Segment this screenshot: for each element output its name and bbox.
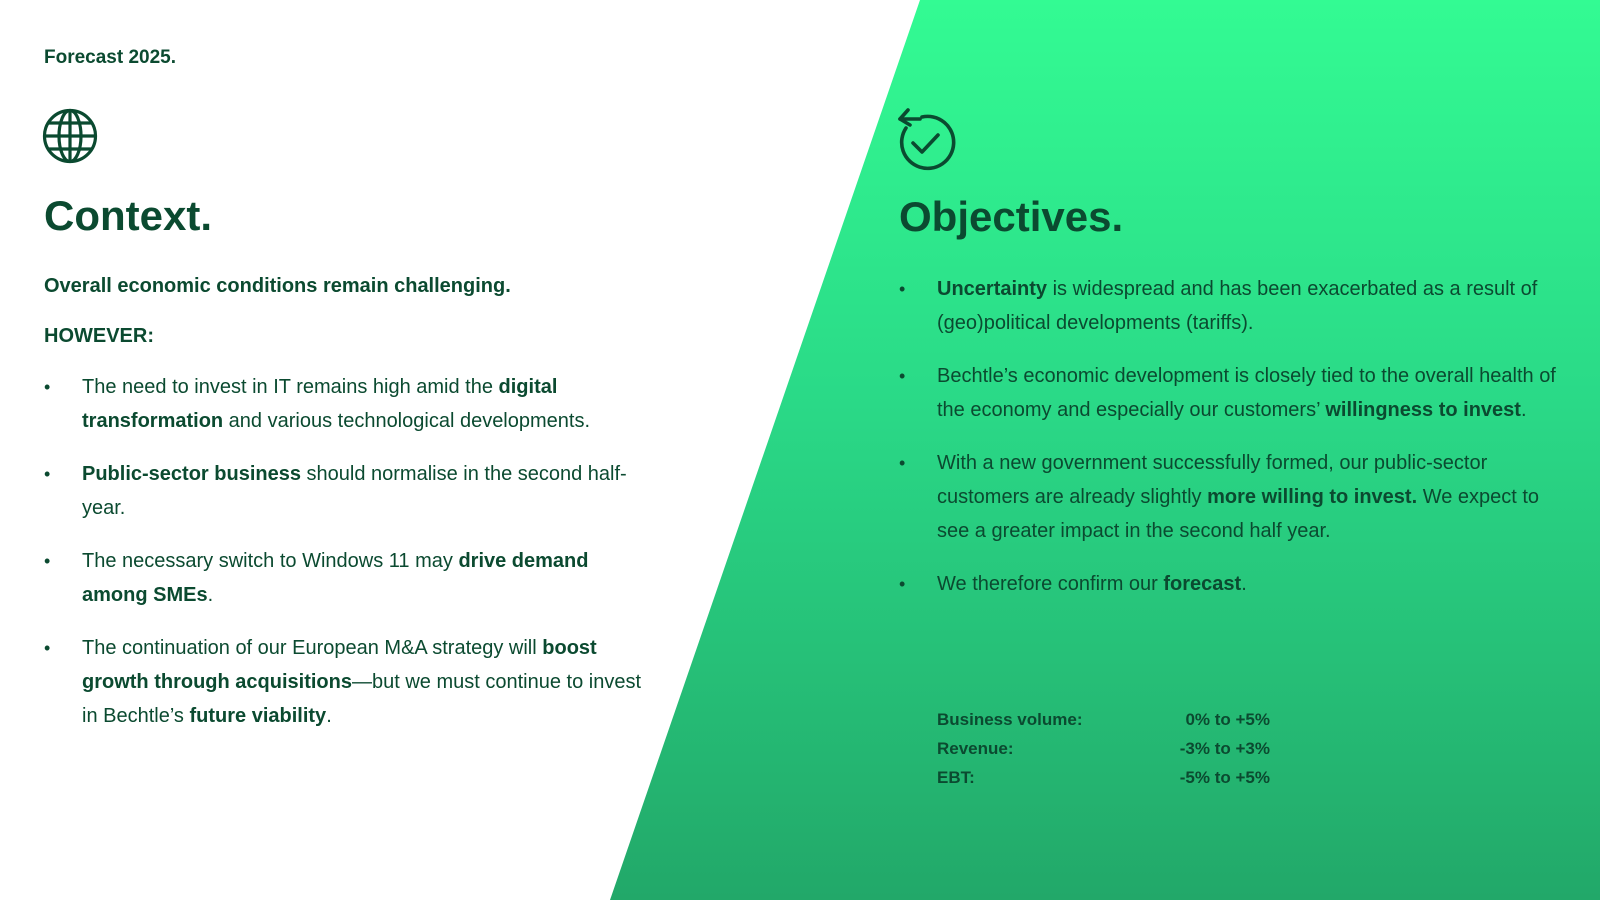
- bullet-text-emphasis: Public-sector business: [82, 463, 301, 485]
- context-bullet-item: [44, 457, 654, 525]
- slide-kicker: Forecast 2025.: [44, 47, 177, 68]
- context-lead: Overall economic conditions remain challenging.: [44, 275, 511, 297]
- forecast-label: Business volume:: [937, 710, 1083, 729]
- bullet-text: .: [1241, 573, 1247, 595]
- objectives-body: [899, 272, 1559, 620]
- bullet-text: is widespread and has been exacerbated as a result of (geo)political developments (tariffs).: [937, 278, 1538, 334]
- context-bullet-list: [44, 370, 654, 733]
- bullet-text: .: [207, 584, 214, 606]
- refresh-check-icon: [896, 107, 956, 173]
- objectives-bullet-item: [899, 359, 1559, 427]
- context-however: HOWEVER:: [44, 325, 154, 347]
- forecast-value: 0% to +5%: [1185, 710, 1270, 729]
- objectives-bullet-list: [899, 272, 1559, 601]
- bullet-text-emphasis: forecast: [1163, 573, 1242, 595]
- objectives-title: Objectives.: [899, 193, 1124, 240]
- forecast-row: [937, 739, 1270, 768]
- bullet-text: We therefore confirm our: [937, 573, 1164, 595]
- bullet-text: should normalise in the second half-year.: [82, 463, 627, 519]
- bullet-text-emphasis: boost growth through acquisitions: [82, 637, 597, 693]
- context-bullet-item: [44, 544, 654, 612]
- forecast-value: -3% to +3%: [1179, 739, 1270, 758]
- bullet-text: —but we must continue to invest in Bechtle’s: [82, 671, 642, 727]
- bullet-text: Bechtle’s economic development is closely tied to the overall health of the economy and especially our customers’: [937, 365, 1556, 421]
- bullet-text: With a new government successfully formed, our public-sector customers are already slightly: [937, 452, 1488, 508]
- objectives-bullet-item: [899, 567, 1559, 601]
- bullet-text-emphasis: drive demand among SMEs: [82, 550, 589, 606]
- bullet-text-emphasis: digital transformation: [82, 376, 558, 432]
- bullet-text-emphasis: willingness to invest: [1325, 399, 1521, 421]
- bullet-text: .: [326, 705, 332, 727]
- forecast-label: Revenue:: [937, 739, 1014, 758]
- bullet-text: The continuation of our European M&A strategy will: [82, 637, 543, 659]
- bullet-text: The need to invest in IT remains high amid the: [82, 376, 499, 398]
- bullet-text: The necessary switch to Windows 11 may: [82, 550, 459, 572]
- globe-icon: [42, 108, 98, 164]
- forecast-table: [937, 710, 1270, 797]
- bullet-text: and various technological developments.: [223, 410, 591, 432]
- bullet-text-emphasis: future viability: [189, 705, 327, 727]
- bullet-text-emphasis: Uncertainty: [937, 278, 1048, 300]
- context-title: Context.: [44, 192, 212, 239]
- objectives-bullet-item: [899, 446, 1559, 548]
- bullet-text: We expect to see a greater impact in the second half year.: [937, 486, 1540, 542]
- forecast-value: -5% to +5%: [1179, 768, 1270, 787]
- bullet-text-emphasis: more willing to invest.: [1207, 486, 1418, 508]
- forecast-row: [937, 768, 1270, 797]
- context-body: [44, 272, 654, 752]
- context-bullet-item: [44, 370, 654, 438]
- context-bullet-item: [44, 631, 654, 733]
- forecast-row: [937, 710, 1270, 739]
- forecast-label: EBT:: [937, 768, 975, 787]
- bullet-text: .: [1520, 399, 1527, 421]
- objectives-bullet-item: [899, 272, 1559, 340]
